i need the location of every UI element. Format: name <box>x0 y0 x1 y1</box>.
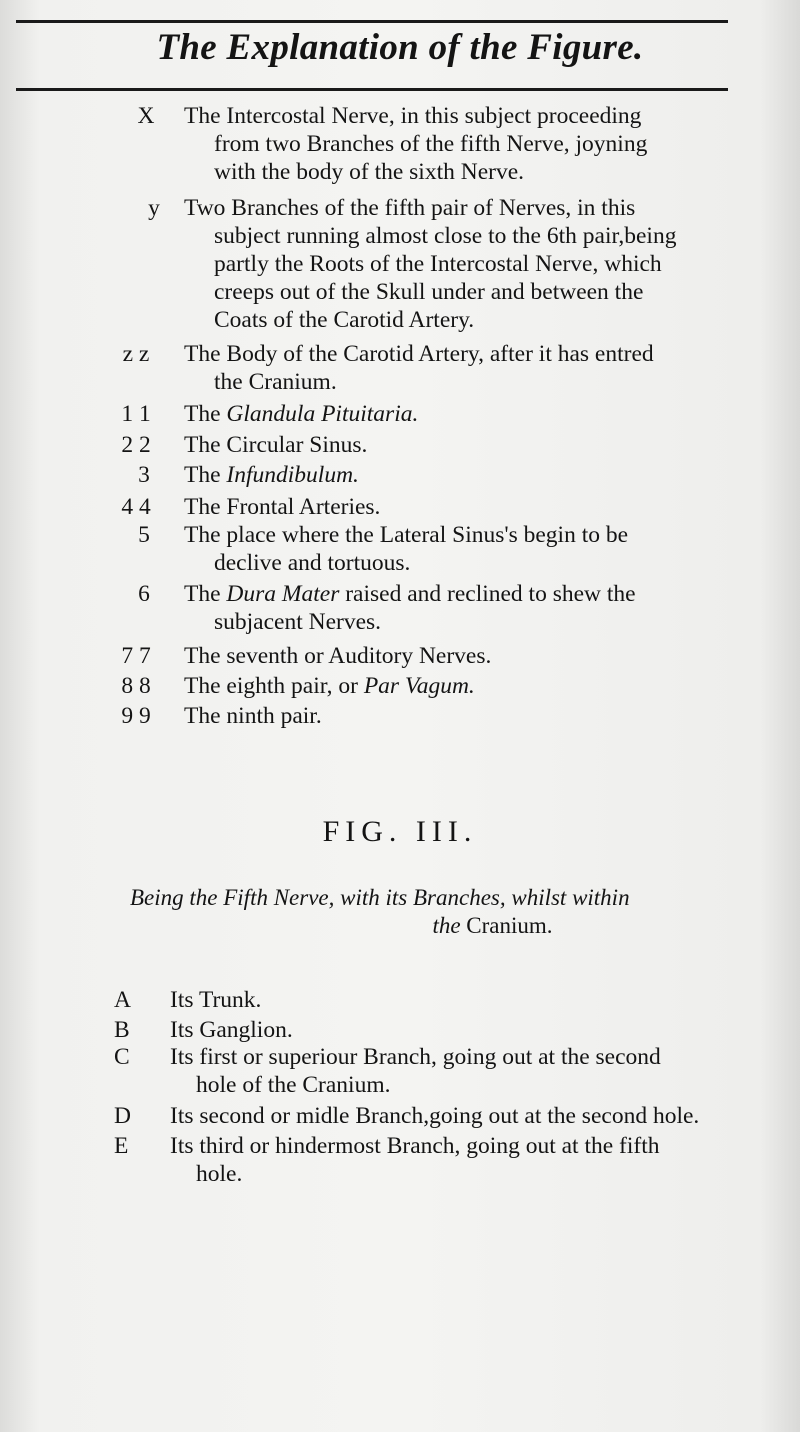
figure-subtitle-line2 <box>130 912 750 940</box>
item-line: Coats of the Carotid Artery. <box>214 307 475 333</box>
item-text <box>184 580 749 636</box>
header-rule-bottom <box>16 88 728 91</box>
item-line: Its Ganglion. <box>170 1017 293 1043</box>
figure-subtitle-roman: Cranium. <box>466 913 553 938</box>
item-line: Two Branches of the fifth pair of Nerves, in this <box>184 195 636 221</box>
item-line: Its second or midle Branch,going out at the second hole. <box>170 1103 700 1129</box>
item-line: The Intercostal Nerve, in this subject proceeding <box>184 103 642 129</box>
figure-heading: FIG. III. <box>322 815 478 848</box>
item-text <box>170 1043 770 1099</box>
item-line: Its first or superiour Branch, going out at the second <box>170 1044 661 1070</box>
item-line: from two Branches of the fifth Nerve, joyning <box>214 131 648 157</box>
item-line: declive and tortuous. <box>214 550 411 576</box>
item-text <box>184 194 749 334</box>
item-text <box>184 493 749 521</box>
item-line: The Frontal Arteries. <box>184 494 381 520</box>
item-line: hole. <box>196 1161 243 1187</box>
item-line: partly the Roots of the Intercostal Nerve, which <box>214 251 662 277</box>
figure-subtitle <box>130 884 750 940</box>
item-key: 7 7 <box>121 643 151 669</box>
item-text <box>184 672 749 700</box>
item-line: The ninth pair. <box>184 703 322 729</box>
item-text <box>184 400 749 428</box>
item-key: 5 <box>138 522 150 548</box>
item-line: The eighth pair, or Par Vagum. <box>184 673 475 699</box>
item-text <box>184 340 749 396</box>
item-line: The Circular Sinus. <box>184 432 368 458</box>
item-key: C <box>114 1044 130 1070</box>
item-key: 1 1 <box>121 401 151 427</box>
item-line: subject running almost close to the 6th pair,being <box>214 223 677 249</box>
item-key: X <box>137 103 155 129</box>
item-line: hole of the Cranium. <box>196 1072 391 1098</box>
item-key: y <box>148 195 160 221</box>
item-line: Its third or hindermost Branch, going out at the fifth <box>170 1133 660 1159</box>
item-text <box>170 1132 770 1188</box>
item-text <box>184 431 749 459</box>
item-line: The Glandula Pituitaria. <box>184 401 419 427</box>
item-key: 9 9 <box>121 703 151 729</box>
item-key: B <box>114 1017 130 1043</box>
item-key: E <box>114 1133 129 1159</box>
item-text <box>170 1016 770 1044</box>
item-text <box>184 461 749 489</box>
item-text <box>184 521 749 577</box>
item-key: 4 4 <box>121 494 151 520</box>
item-line: creeps out of the Skull under and between the <box>214 279 644 305</box>
item-line: with the body of the sixth Nerve. <box>214 159 525 185</box>
item-line: Its Trunk. <box>170 987 262 1013</box>
item-line: The Infundibulum. <box>184 462 359 488</box>
item-line: the Cranium. <box>214 369 337 395</box>
item-line: The place where the Lateral Sinus's begin to be <box>184 522 629 548</box>
figure-subtitle-italic: the <box>432 913 461 938</box>
item-key: D <box>114 1103 131 1129</box>
item-key: A <box>114 987 131 1013</box>
item-line: The seventh or Auditory Nerves. <box>184 643 492 669</box>
item-key: 3 <box>138 462 150 488</box>
item-text <box>184 642 749 670</box>
item-line: The Body of the Carotid Artery, after it has entred <box>184 341 654 367</box>
page-title: The Explanation of the Figure. <box>156 27 644 68</box>
item-text <box>184 702 749 730</box>
item-line: The Dura Mater raised and reclined to shew the <box>184 581 636 607</box>
item-text <box>170 986 770 1014</box>
item-text <box>184 102 749 186</box>
item-key: z z <box>122 341 150 367</box>
figure-subtitle-line1: Being the Fifth Nerve, with its Branches, whilst within <box>130 885 630 910</box>
item-key: 6 <box>138 581 150 607</box>
item-text <box>170 1102 770 1130</box>
item-key: 8 8 <box>121 673 151 699</box>
item-key: 2 2 <box>121 432 151 458</box>
item-line: subjacent Nerves. <box>214 609 382 635</box>
